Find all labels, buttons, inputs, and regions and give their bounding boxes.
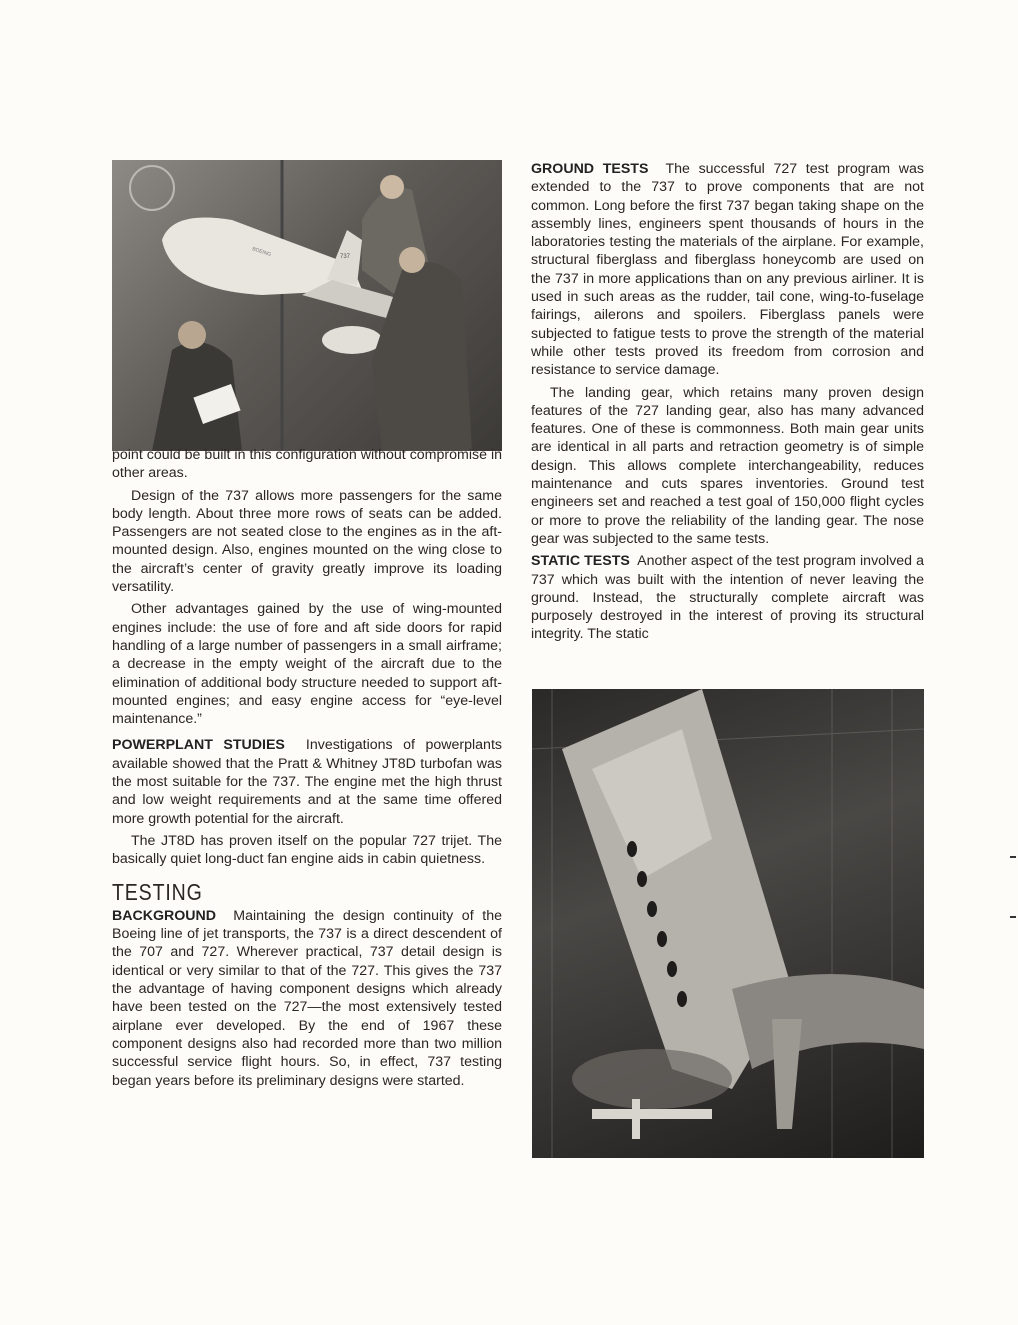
ground-tests-text: The successful 727 test program was extended to the 737 to prove components that are not common. Long before the first 737 began taking shape on the assembly lines, engineers spent thousands of hours in the laboratories testing the materials of the airplane. For example, structural fiberglass and fiberglass honeycomb are used on the 737 in more applications than on any previous airliner. It is used in such areas as the rudder, tail cone, wing-to-fuselage fairings, ailerons and spoilers. Fiberglass panels were subjected to fatigue tests to prove the strength of the material while other tests proved its freedom from corrosion and resistance to service damage. bbox=[531, 161, 924, 379]
background-text: Maintaining the design continuity of the Boeing line of jet transports, the 737 is a direct descendent of the 707 and 727. Wherever practical, 737 detail design is identical or very similar to that of the 727. This gives the 737 the advantage of having component designs which already have been tested on the 727—the most extensively tested airplane ever developed. By the end of 1967 these component designs also had recorded more than two million successful service flight hours. So, in effect, 737 testing began years before its preliminary designs were started. bbox=[112, 907, 502, 1089]
ground-tests-heading: GROUND TESTS bbox=[531, 161, 649, 177]
scan-edge-mark bbox=[1010, 856, 1016, 858]
paragraph: Other advantages gained by the use of wing-mounted engines include: the use of fore and aft side doors for rapid handling of a large number of passengers in a small airframe; a decrease in the empty weight of the aircraft due to the elimination of additional body structure needed to support aft-mounted engines; and easy engine access for “eye-level maintenance.” bbox=[112, 601, 502, 728]
paragraph: point could be built in this configuration without compromise in other areas. bbox=[112, 447, 502, 482]
paragraph: The JT8D has proven itself on the popular 727 trijet. The basically quiet long-duct fan engine aids in cabin quietness. bbox=[112, 832, 502, 868]
powerplant-studies-paragraph bbox=[112, 736, 502, 827]
powerplant-studies-heading: POWERPLANT STUDIES bbox=[112, 737, 285, 754]
model-tail-number: 737 bbox=[340, 254, 351, 260]
left-column bbox=[112, 446, 502, 1094]
static-tests-paragraph bbox=[531, 552, 924, 643]
powerplant-studies-text: Investigations of powerplants available showed that the Pratt & Whitney JT8D turbofan was the most suitable for the 737. The engine met the high thrust and low weight requirements and at the same time offered more growth potential for the aircraft. bbox=[112, 737, 502, 827]
model-boeing-label: BOEING bbox=[251, 246, 272, 258]
static-tests-text: Another aspect of the test program involved a 737 which was built with the intention of never leaving the ground. Instead, the structurally complete aircraft was purposely destroyed in the interest of proving its structural integrity. The static bbox=[531, 553, 924, 643]
wind-tunnel-model-photo bbox=[112, 160, 502, 451]
model-photo-illustration bbox=[112, 160, 502, 451]
section-title-testing: TESTING bbox=[112, 878, 203, 905]
scan-edge-mark bbox=[1010, 916, 1016, 918]
ground-tests-paragraph bbox=[531, 160, 924, 380]
background-heading: BACKGROUND bbox=[112, 907, 217, 924]
static-tests-heading: STATIC TESTS bbox=[531, 553, 630, 570]
right-column bbox=[531, 160, 924, 648]
paragraph: Design of the 737 allows more passengers for the same body length. About three more rows of seats can be added. Passengers are not seated close to the engines as in the aft-mounted design. Also, engines mounted on the wing close to the aircraft’s center of gravity greatly improve its loading versatility. bbox=[112, 487, 502, 596]
static-test-fuselage-photo bbox=[532, 689, 924, 1158]
background-paragraph bbox=[112, 907, 502, 1090]
fuselage-photo-illustration bbox=[532, 689, 924, 1158]
paragraph: The landing gear, which retains many proven design features of the 727 landing gear, also has many advanced features. One of these is commonness. Both main gear units are identical in all parts and retraction geometry is of simple design. This allows complete interchangeability, reduces maintenance and cuts spares inventories. Ground test engineers set and reached a test goal of 150,000 flight cycles or more to prove the reliability of the landing gear. The nose gear was subjected to the same tests. bbox=[531, 384, 924, 547]
